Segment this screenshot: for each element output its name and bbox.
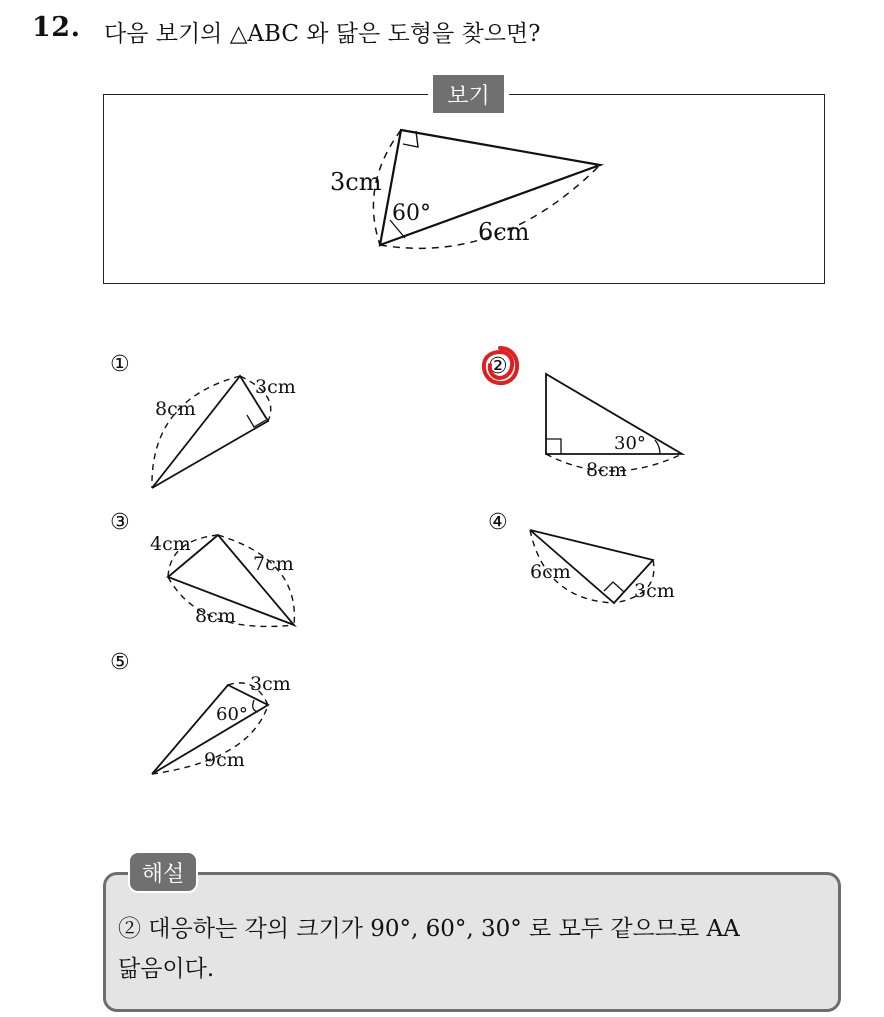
option-1-label-b: 3cm [255, 376, 296, 398]
bogi-label-angle: 60° [392, 201, 431, 226]
bogi-tag: 보기 [428, 75, 509, 113]
explanation-line-1: ② 대응하는 각의 크기가 90°, 60°, 30° 로 모두 같으므로 AA [118, 916, 740, 942]
question-text: 다음 보기의 △ABC 와 닮은 도형을 찾으면? [104, 21, 541, 47]
option-2-label-angle: 30° [614, 433, 646, 454]
option-4-number[interactable]: ④ [488, 510, 508, 535]
option-3-label-b: 7cm [253, 553, 294, 575]
option-2-label-side: 8cm [586, 459, 627, 481]
option-3-number[interactable]: ③ [110, 510, 130, 535]
option-2-number[interactable]: ② [488, 354, 508, 379]
option-1-label-a: 8cm [155, 398, 196, 420]
option-1-number[interactable]: ① [110, 352, 130, 377]
option-5-label-b: 60° [216, 704, 248, 725]
explanation-line-2: 닮음이다. [118, 956, 215, 982]
option-5-number[interactable]: ⑤ [110, 650, 130, 675]
option-4-label-b: 3cm [634, 580, 675, 602]
option-3-label-c: 8cm [195, 605, 236, 627]
question-number: 12. [32, 12, 81, 43]
answer-mark-icon [478, 344, 522, 388]
explanation-tag: 해설 [128, 851, 198, 893]
option-1-triangle [152, 376, 271, 488]
bogi-label-side2: 6cm [478, 218, 530, 246]
option-5-label-c: 9cm [204, 749, 245, 771]
option-4-label-a: 6cm [530, 561, 571, 583]
option-2-triangle [546, 374, 682, 471]
bogi-label-side1: 3cm [330, 168, 382, 196]
option-3-label-a: 4cm [150, 533, 191, 555]
option-5-label-a: 3cm [250, 673, 291, 695]
